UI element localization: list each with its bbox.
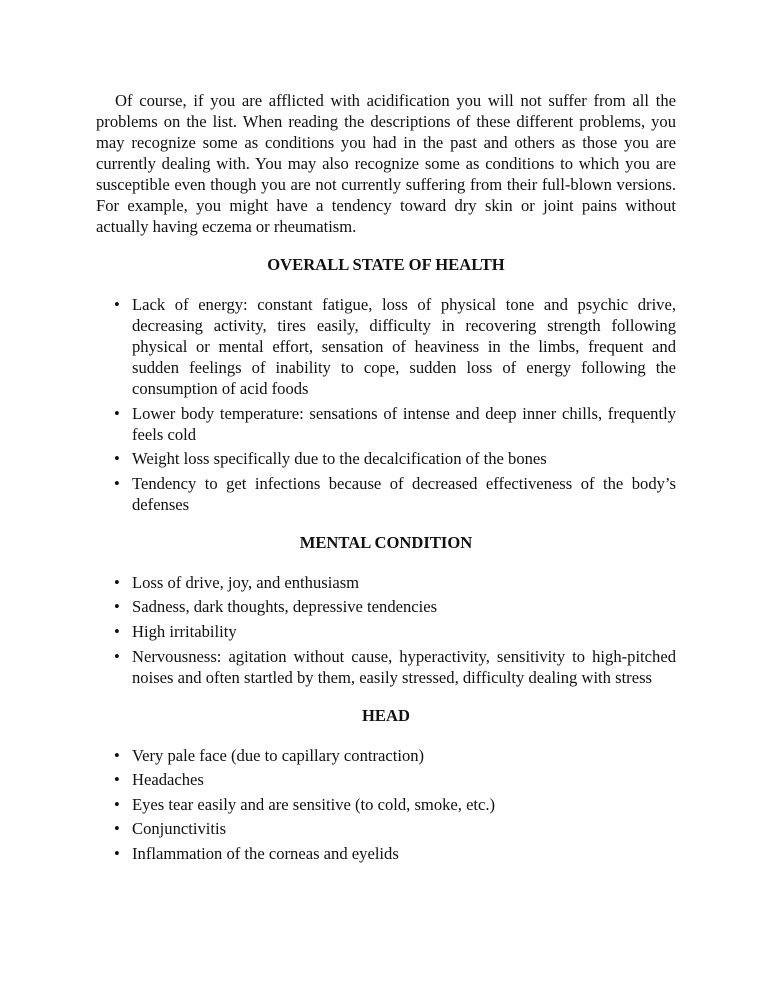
section-heading-mental-condition: MENTAL CONDITION — [299, 532, 473, 552]
list-item — [96, 596, 676, 617]
bullet-icon: • — [114, 819, 120, 839]
head-list — [96, 745, 676, 864]
list-item-text: Lack of energy: constant fatigue, loss of physical tone and psychic drive, decreasing activity, tires easily, difficulty in recovering strength following physical or mental effort, sensation of heaviness in the limbs, frequent and sudden feelings of inability to cope, sudden loss of energy following the consumption of acid foods — [132, 295, 676, 398]
list-item-text: Loss of drive, joy, and enthusiasm — [132, 572, 360, 592]
list-item-text: Lower body temperature: sensations of intense and deep inner chills, frequently feels cold — [132, 403, 676, 444]
bullet-icon: • — [114, 794, 120, 814]
section-heading-overall-state-of-health: OVERALL STATE OF HEALTH — [267, 255, 505, 274]
mental-condition-list — [96, 572, 676, 688]
list-item-text: High irritability — [132, 621, 237, 641]
list-item-text: Conjunctivitis — [132, 819, 227, 839]
bullet-icon: • — [114, 403, 120, 423]
list-item — [96, 769, 676, 790]
bullet-icon: • — [114, 621, 120, 641]
list-item — [96, 818, 676, 839]
bullet-icon: • — [114, 646, 120, 666]
intro-paragraph: Of course, if you are afflicted with acidification you will not suffer from all the problems on the list. When reading the descriptions of these different problems, you may recognize some as conditions you had in the past and others as those you are currently dealing with. You may also recognize some as conditions to which you are susceptible even though you are not currently suffering from their full-blown versions. For example, you might have a tendency toward dry skin or joint pains without actually having eczema or rheumatism. — [96, 91, 676, 236]
list-item — [96, 403, 676, 445]
list-item — [96, 745, 676, 766]
list-item — [96, 794, 676, 815]
list-item — [96, 448, 676, 469]
list-item — [96, 572, 676, 593]
list-item — [96, 843, 676, 864]
list-item-text: Sadness, dark thoughts, depressive tendencies — [132, 597, 438, 617]
overall-health-list — [96, 294, 676, 515]
section-heading-head: HEAD — [362, 705, 410, 725]
list-item-text: Nervousness: agitation without cause, hyperactivity, sensitivity to high-pitched noises and often startled by them, easily stressed, difficulty dealing with stress — [132, 646, 676, 687]
list-item — [96, 294, 676, 399]
list-item-text: Tendency to get infections because of decreased effectiveness of the body’s defenses — [132, 473, 676, 514]
list-item — [96, 646, 676, 688]
bullet-icon: • — [114, 745, 120, 765]
list-item — [96, 621, 676, 642]
list-item — [96, 473, 676, 515]
bullet-icon: • — [114, 770, 120, 790]
list-item-text: Headaches — [132, 770, 204, 790]
bullet-icon: • — [114, 572, 120, 592]
list-item-text: Weight loss specifically due to the decalcification of the bones — [132, 449, 547, 469]
bullet-icon: • — [114, 295, 120, 314]
document-page — [96, 90, 676, 868]
bullet-icon: • — [114, 449, 120, 469]
list-item-text: Inflammation of the corneas and eyelids — [132, 843, 399, 863]
bullet-icon: • — [114, 473, 120, 493]
list-item-text: Eyes tear easily and are sensitive (to cold, smoke, etc.) — [132, 794, 496, 814]
bullet-icon: • — [114, 597, 120, 617]
list-item-text: Very pale face (due to capillary contraction) — [132, 745, 425, 765]
bullet-icon: • — [114, 843, 120, 863]
